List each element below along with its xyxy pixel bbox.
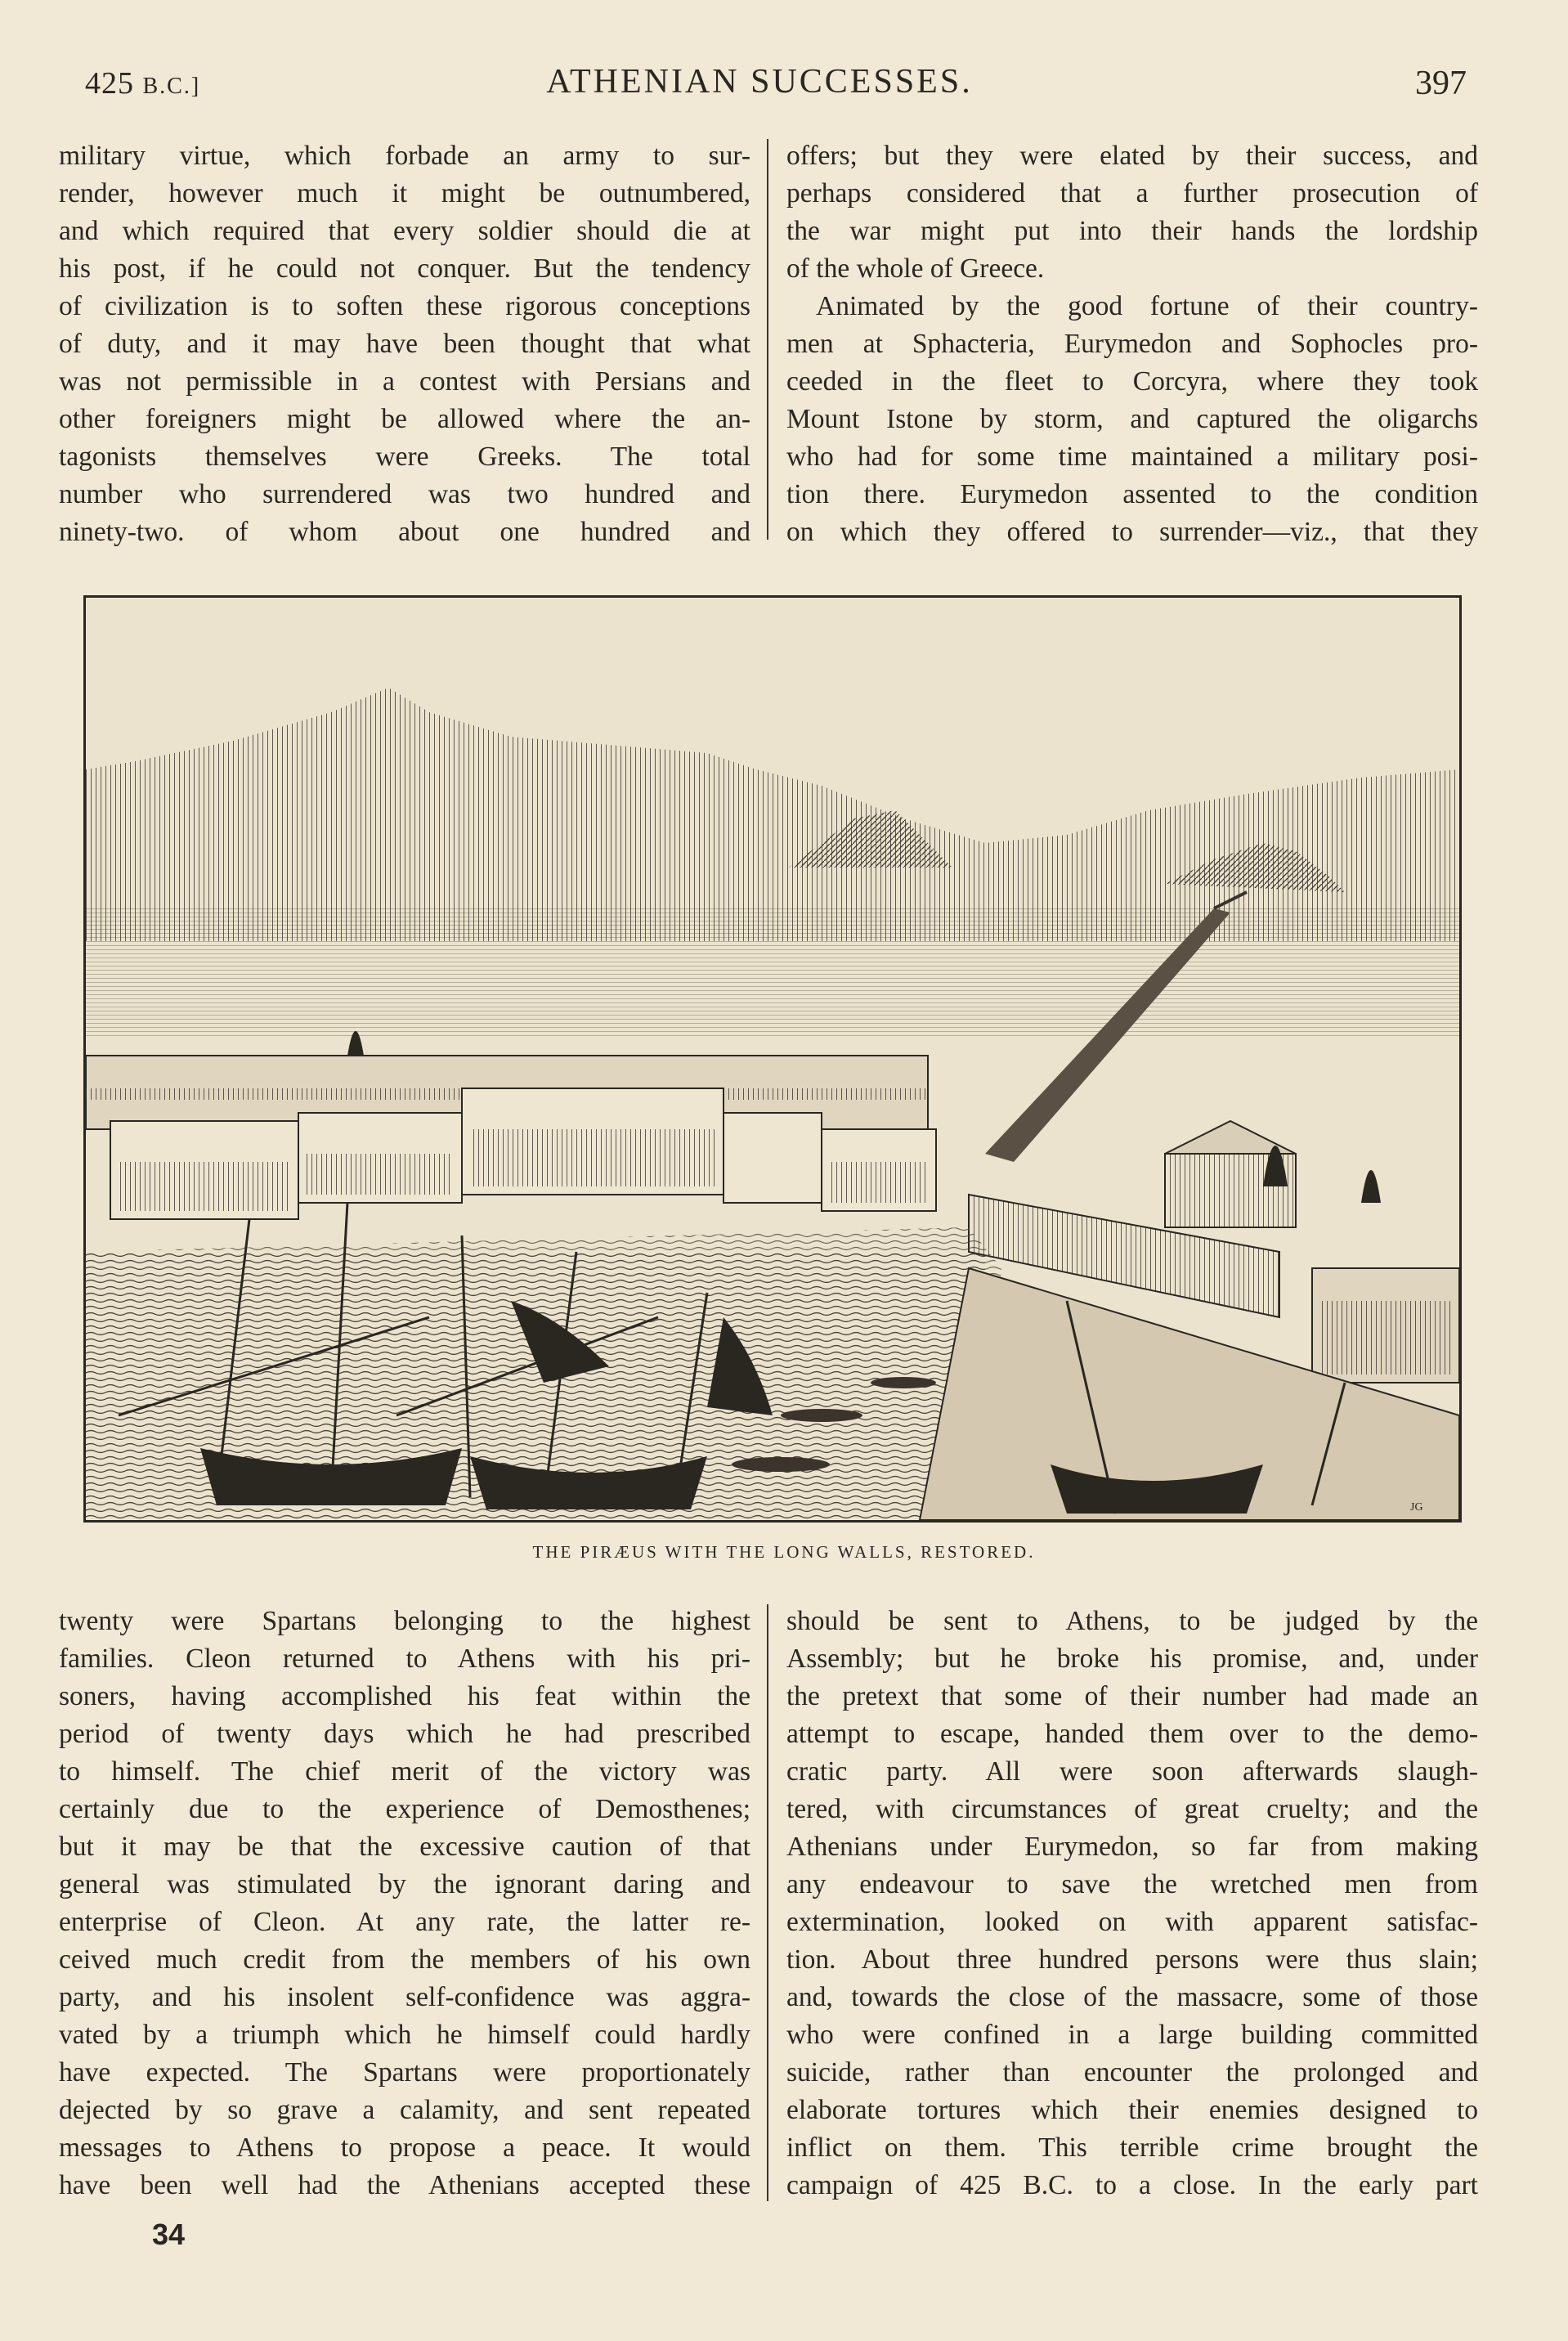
text-line: of civilization is to soften these rigorous conceptions — [59, 291, 750, 321]
text-line: perhaps considered that a further prosecution of — [786, 178, 1478, 209]
text-line: tion there. Eurymedon assented to the condition — [786, 479, 1478, 509]
text-line: who had for some time maintained a military posi- — [786, 442, 1478, 472]
engraving-illustration — [86, 598, 1459, 1520]
top-left-column — [59, 137, 750, 551]
engraving-piraeus — [83, 595, 1462, 1523]
header-year: 425 — [85, 66, 134, 101]
text-line: suicide, rather than encounter the prolonged and — [786, 2057, 1478, 2088]
text-line: elaborate tortures which their enemies designed to — [786, 2095, 1478, 2125]
figure-caption: THE PIRÆUS WITH THE LONG WALLS, RESTORED. — [532, 1542, 1036, 1562]
text-line: and, towards the close of the massacre, some of those — [786, 1982, 1478, 2012]
text-line: soners, having accomplished his feat within the — [59, 1681, 750, 1711]
text-line: who were confined in a large building committed — [786, 2020, 1478, 2050]
text-line: the pretext that some of their number had made an — [786, 1681, 1478, 1711]
text-line: on which they offered to surrender—viz., that they — [786, 517, 1478, 547]
text-line: inflict on them. This terrible crime brought the — [786, 2132, 1478, 2163]
text-line: Athenians under Eurymedon, so far from making — [786, 1832, 1478, 1862]
text-line: the war might put into their hands the lordship — [786, 216, 1478, 246]
text-line: have expected. The Spartans were proportionately — [59, 2057, 750, 2088]
text-line: his post, if he could not conquer. But the tendency — [59, 253, 750, 284]
text-line: of the whole of Greece. — [786, 253, 1045, 284]
top-right-column — [786, 137, 1478, 551]
text-line: offers; but they were elated by their success, and — [786, 141, 1478, 171]
text-line: dejected by so grave a calamity, and sent repeated — [59, 2095, 750, 2125]
printer-signature-mark: 34 — [152, 2218, 186, 2251]
bottom-left-column — [59, 1603, 750, 2204]
text-line: party, and his insolent self-confidence was aggra- — [59, 1982, 750, 2012]
text-line: tagonists themselves were Greeks. The total — [59, 442, 750, 472]
text-line: and which required that every soldier should die at — [59, 216, 750, 246]
text-line: extermination, looked on with apparent satisfac- — [786, 1907, 1478, 1937]
text-line: ceived much credit from the members of his own — [59, 1944, 750, 1975]
text-line: general was stimulated by the ignorant daring and — [59, 1869, 750, 1899]
bottom-right-column — [786, 1603, 1478, 2204]
text-line: Animated by the good fortune of their country- — [816, 291, 1478, 321]
text-line: attempt to escape, handed them over to the demo- — [786, 1719, 1478, 1749]
column-rule-top — [767, 139, 768, 540]
header-era: B.C.] — [142, 74, 201, 99]
text-line: families. Cleon returned to Athens with his pri- — [59, 1644, 750, 1674]
text-line: have been well had the Athenians accepted these — [59, 2170, 750, 2200]
text-line: tion. About three hundred persons were thus slain; — [786, 1944, 1478, 1975]
text-line: other foreigners might be allowed where the an- — [59, 404, 750, 434]
engraver-signature: JG — [1410, 1501, 1423, 1514]
running-header — [52, 59, 1467, 108]
text-line: enterprise of Cleon. At any rate, the latter re- — [59, 1907, 750, 1937]
text-line: military virtue, which forbade an army to sur- — [59, 141, 750, 171]
text-line: Mount Istone by storm, and captured the oligarchs — [786, 404, 1478, 434]
text-line: any endeavour to save the wretched men from — [786, 1869, 1478, 1899]
text-line: should be sent to Athens, to be judged by the — [786, 1606, 1478, 1636]
text-line: men at Sphacteria, Eurymedon and Sophocles pro- — [786, 329, 1478, 359]
text-line: messages to Athens to propose a peace. It would — [59, 2132, 750, 2163]
text-line: was not permissible in a contest with Persians and — [59, 366, 750, 397]
text-line: render, however much it might be outnumbered, — [59, 178, 750, 209]
text-line: of duty, and it may have been thought that what — [59, 329, 750, 359]
text-line: twenty were Spartans belonging to the highest — [59, 1606, 750, 1636]
text-line: ceeded in the fleet to Corcyra, where they took — [786, 366, 1478, 397]
page-number: 397 — [1415, 65, 1467, 102]
text-line: but it may be that the excessive caution of that — [59, 1832, 750, 1862]
text-line: tered, with circumstances of great cruelty; and the — [786, 1794, 1478, 1824]
text-line: campaign of 425 B.C. to a close. In the early part — [786, 2170, 1478, 2200]
column-rule-bottom — [767, 1604, 768, 2201]
text-line: number who surrendered was two hundred and — [59, 479, 750, 509]
text-line: period of twenty days which he had prescribed — [59, 1719, 750, 1749]
text-line: to himself. The chief merit of the victory was — [59, 1756, 750, 1787]
text-line: cratic party. All were soon afterwards slaugh- — [786, 1756, 1478, 1787]
text-line: Assembly; but he broke his promise, and, under — [786, 1644, 1478, 1674]
header-title: ATHENIAN SUCCESSES. — [546, 63, 973, 101]
text-line: ninety-two. of whom about one hundred and — [59, 517, 750, 547]
text-line: certainly due to the experience of Demosthenes; — [59, 1794, 750, 1824]
text-line: vated by a triumph which he himself could hardly — [59, 2020, 750, 2050]
